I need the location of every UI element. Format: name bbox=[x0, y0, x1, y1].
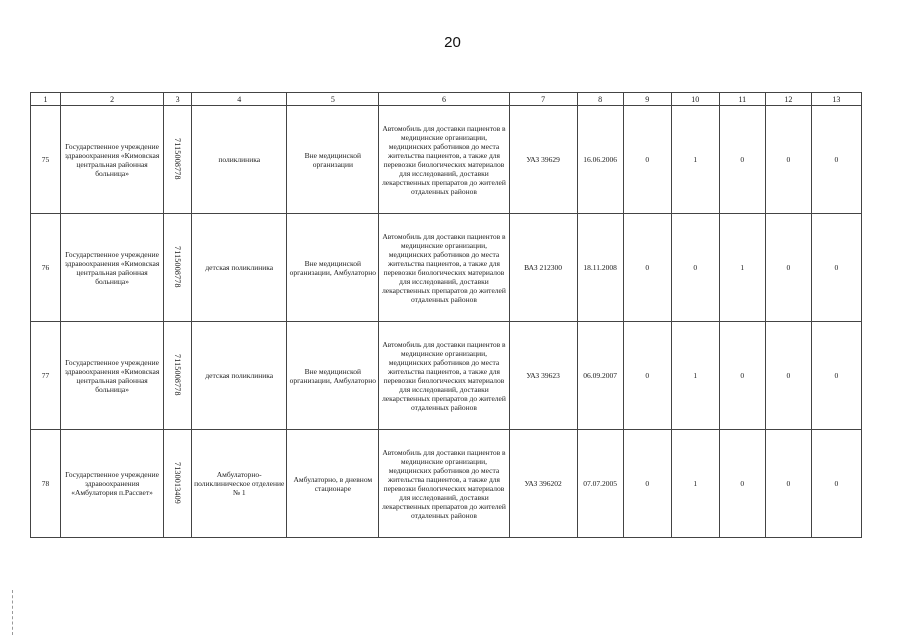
column-header: 8 bbox=[577, 93, 623, 106]
purpose-cell: Автомобиль для доставки пациентов в медицинские организации, медицинских работников до места жительства пациентов, а также для перевозки биологических материалов для исследований, доставки лекарственных препаратов до жителей отдаленных районов bbox=[379, 106, 509, 214]
table-row bbox=[31, 430, 862, 538]
institution-cell: Государственное учреждение здравоохранения «Амбулатория п.Рассвет» bbox=[61, 430, 164, 538]
count-cell: 1 bbox=[671, 322, 719, 430]
count-cell: 0 bbox=[811, 322, 861, 430]
model-cell: УАЗ 396202 bbox=[509, 430, 577, 538]
column-header: 11 bbox=[719, 93, 765, 106]
date-cell: 07.07.2005 bbox=[577, 430, 623, 538]
column-header: 5 bbox=[287, 93, 379, 106]
column-header: 2 bbox=[61, 93, 164, 106]
institution-cell: Государственное учреждение здравоохранения «Кимовская центральная районная больница» bbox=[61, 322, 164, 430]
column-header: 12 bbox=[765, 93, 811, 106]
count-cell: 0 bbox=[765, 106, 811, 214]
inn-cell bbox=[164, 214, 192, 322]
model-cell: УАЗ 39629 bbox=[509, 106, 577, 214]
location-cell: Вне медицинской организации, Амбулаторно bbox=[287, 322, 379, 430]
count-cell: 1 bbox=[671, 430, 719, 538]
vehicle-table bbox=[30, 92, 862, 538]
count-cell: 0 bbox=[719, 106, 765, 214]
location-cell: Вне медицинской организации bbox=[287, 106, 379, 214]
row-number: 77 bbox=[31, 322, 61, 430]
location-cell: Амбулаторно, в дневном стационаре bbox=[287, 430, 379, 538]
count-cell: 1 bbox=[719, 214, 765, 322]
department-cell: Амбулаторно-поликлиническое отделение № 1 bbox=[192, 430, 287, 538]
count-cell: 0 bbox=[765, 214, 811, 322]
table-row bbox=[31, 106, 862, 214]
inn-cell bbox=[164, 322, 192, 430]
count-cell: 0 bbox=[811, 214, 861, 322]
column-header: 3 bbox=[164, 93, 192, 106]
table-row bbox=[31, 214, 862, 322]
header-row bbox=[31, 93, 862, 106]
count-cell: 0 bbox=[623, 430, 671, 538]
count-cell: 0 bbox=[811, 106, 861, 214]
column-header: 9 bbox=[623, 93, 671, 106]
date-cell: 18.11.2008 bbox=[577, 214, 623, 322]
inn-text: 7115008778 bbox=[173, 137, 183, 180]
inn-cell bbox=[164, 106, 192, 214]
column-header: 4 bbox=[192, 93, 287, 106]
count-cell: 0 bbox=[765, 430, 811, 538]
table-row bbox=[31, 322, 862, 430]
inn-text: 7115008778 bbox=[173, 353, 183, 396]
row-number: 76 bbox=[31, 214, 61, 322]
count-cell: 0 bbox=[671, 214, 719, 322]
row-number: 78 bbox=[31, 430, 61, 538]
department-cell: детская поликлиника bbox=[192, 214, 287, 322]
department-cell: детская поликлиника bbox=[192, 322, 287, 430]
column-header: 13 bbox=[811, 93, 861, 106]
inn-cell bbox=[164, 430, 192, 538]
purpose-cell: Автомобиль для доставки пациентов в медицинские организации, медицинских работников до места жительства пациентов, а также для перевозки биологических материалов для исследований, доставки лекарственных препаратов до жителей отдаленных районов bbox=[379, 214, 509, 322]
count-cell: 0 bbox=[719, 430, 765, 538]
count-cell: 0 bbox=[623, 322, 671, 430]
column-header: 1 bbox=[31, 93, 61, 106]
count-cell: 0 bbox=[623, 106, 671, 214]
scan-margin-mark bbox=[12, 590, 14, 635]
purpose-cell: Автомобиль для доставки пациентов в медицинские организации, медицинских работников до места жительства пациентов, а также для перевозки биологических материалов для исследований, доставки лекарственных препаратов до жителей отдаленных районов bbox=[379, 430, 509, 538]
column-header: 6 bbox=[379, 93, 509, 106]
count-cell: 1 bbox=[671, 106, 719, 214]
model-cell: ВАЗ 212300 bbox=[509, 214, 577, 322]
purpose-cell: Автомобиль для доставки пациентов в медицинские организации, медицинских работников до места жительства пациентов, а также для перевозки биологических материалов для исследований, доставки лекарственных препаратов до жителей отдаленных районов bbox=[379, 322, 509, 430]
department-cell: поликлиника bbox=[192, 106, 287, 214]
institution-cell: Государственное учреждение здравоохранения «Кимовская центральная районная больница» bbox=[61, 214, 164, 322]
page-number: 20 bbox=[444, 34, 461, 51]
model-cell: УАЗ 39623 bbox=[509, 322, 577, 430]
row-number: 75 bbox=[31, 106, 61, 214]
inn-text: 7130013409 bbox=[173, 461, 183, 504]
date-cell: 06.09.2007 bbox=[577, 322, 623, 430]
date-cell: 16.06.2006 bbox=[577, 106, 623, 214]
count-cell: 0 bbox=[765, 322, 811, 430]
count-cell: 0 bbox=[719, 322, 765, 430]
count-cell: 0 bbox=[811, 430, 861, 538]
institution-cell: Государственное учреждение здравоохранения «Кимовская центральная районная больница» bbox=[61, 106, 164, 214]
column-header: 10 bbox=[671, 93, 719, 106]
count-cell: 0 bbox=[623, 214, 671, 322]
column-header: 7 bbox=[509, 93, 577, 106]
inn-text: 7115008778 bbox=[173, 245, 183, 288]
location-cell: Вне медицинской организации, Амбулаторно bbox=[287, 214, 379, 322]
